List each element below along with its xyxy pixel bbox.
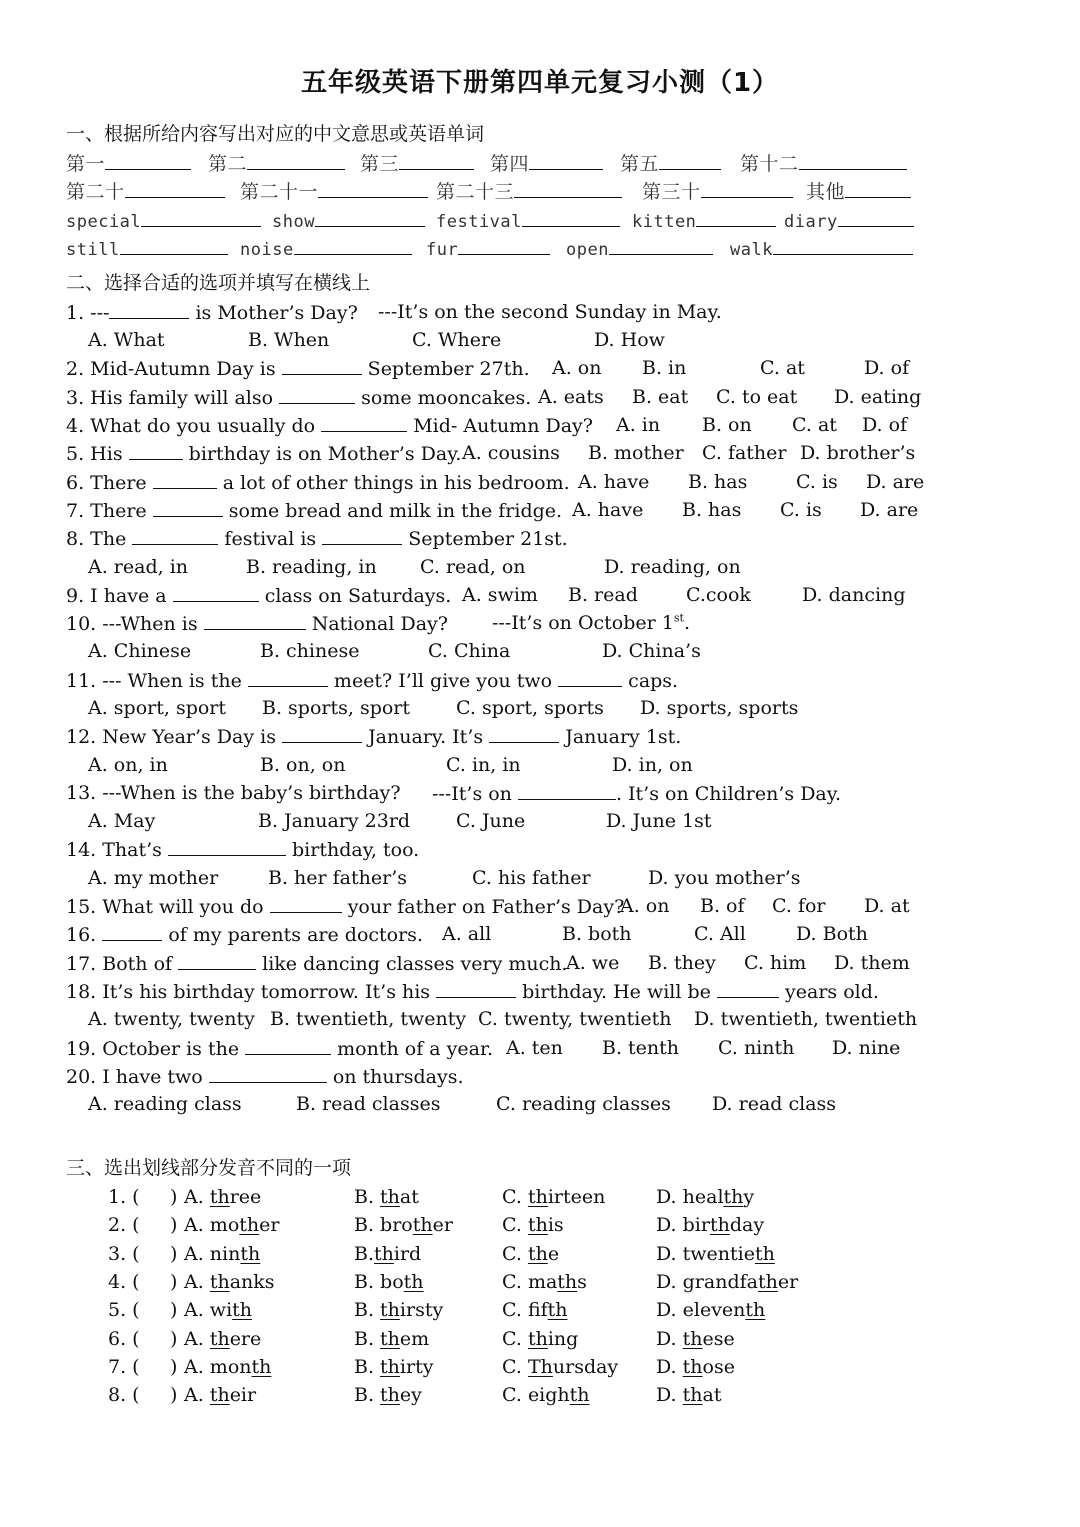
- option-d[interactable]: D. June 1st: [606, 810, 712, 832]
- option-d[interactable]: D. you mother’s: [648, 867, 801, 889]
- answer-blank[interactable]: [717, 977, 779, 998]
- option-a[interactable]: A. cousins: [462, 442, 560, 464]
- option-b[interactable]: B. read: [568, 584, 638, 606]
- option-b[interactable]: B. thirty: [354, 1356, 434, 1378]
- underlined-letters: th: [557, 1271, 578, 1293]
- vocab-word: 第三十: [642, 181, 701, 203]
- underlined-letters: Th: [527, 1356, 553, 1378]
- option-d[interactable]: D. are: [860, 499, 919, 521]
- option-b[interactable]: B. January 23rd: [258, 810, 411, 832]
- answer-blank[interactable]: [845, 177, 911, 198]
- option-a[interactable]: A. Chinese: [88, 640, 192, 662]
- vocab-word: 第十二: [740, 153, 799, 175]
- vocab-word: kitten: [632, 212, 697, 232]
- question-number: 8. (: [108, 1384, 140, 1406]
- answer-blank[interactable]: [102, 920, 162, 941]
- underlined-letters: th: [380, 1356, 400, 1378]
- option-d[interactable]: D. are: [866, 471, 925, 493]
- answer-bracket[interactable]: ): [170, 1186, 178, 1208]
- underlined-letters: th: [709, 1214, 730, 1236]
- answer-blank[interactable]: [838, 206, 914, 227]
- question-4: 4. What do you usually do Mid- Autumn Day? A. in B. on C. at D. of: [66, 411, 946, 439]
- option-b[interactable]: B. has: [682, 499, 742, 521]
- vocab-word: festival: [436, 212, 522, 232]
- phonics-question: [108, 1268, 988, 1296]
- option-a[interactable]: A. in: [616, 414, 661, 436]
- answer-blank[interactable]: [609, 234, 713, 255]
- phonics-question: [108, 1296, 988, 1324]
- question-18: 18. It’s his birthday tomorrow. It’s his birthday. He will be years old.: [66, 977, 946, 1005]
- option-b[interactable]: B. on, on: [260, 754, 346, 776]
- answer-blank[interactable]: [558, 666, 622, 687]
- underlined-letters: th: [380, 1384, 400, 1406]
- vocab-row-2: [66, 177, 946, 205]
- option-b[interactable]: B. they: [648, 952, 716, 974]
- section-2-heading: 二、选择合适的选项并填写在横线上: [66, 272, 371, 294]
- question-number: 5. (: [108, 1299, 140, 1321]
- option-d[interactable]: D. at: [864, 895, 910, 917]
- question-number: 3. (: [108, 1243, 140, 1265]
- option-a[interactable]: A. ten: [506, 1037, 563, 1059]
- option-d[interactable]: D. How: [594, 329, 665, 351]
- option-a[interactable]: A. swim: [462, 584, 538, 606]
- option-d[interactable]: D. read class: [712, 1093, 837, 1115]
- option-c[interactable]: C. at: [760, 357, 805, 379]
- option-d[interactable]: D. nine: [832, 1037, 901, 1059]
- option-b[interactable]: B. When: [248, 329, 330, 351]
- question-5: 5. His birthday is on Mother’s Day. A. cousins B. mother C. father D. brother’s: [66, 439, 946, 467]
- option-c[interactable]: C. in, in: [446, 754, 521, 776]
- answer-bracket[interactable]: ): [170, 1214, 178, 1236]
- option-a[interactable]: A. on: [620, 895, 670, 917]
- phonics-question: [108, 1353, 988, 1381]
- option-c[interactable]: C. fifth: [502, 1299, 568, 1321]
- answer-blank[interactable]: [518, 779, 616, 800]
- option-a[interactable]: A. thanks: [184, 1271, 275, 1293]
- option-d[interactable]: D. Both: [796, 923, 868, 945]
- underlined-letters: th: [380, 1328, 400, 1350]
- answer-blank[interactable]: [282, 722, 362, 743]
- vocab-word: 其他: [806, 181, 846, 203]
- question-11: 11. --- When is the meet? I’ll give you two caps.: [66, 666, 946, 694]
- option-c[interactable]: C. thirteen: [502, 1186, 606, 1208]
- answer-blank[interactable]: [141, 206, 261, 227]
- option-b[interactable]: B. read classes: [296, 1093, 441, 1115]
- answer-blank[interactable]: [399, 149, 474, 170]
- option-c[interactable]: C. Where: [412, 329, 502, 351]
- answer-blank[interactable]: [248, 666, 328, 687]
- option-d[interactable]: D. birthday: [656, 1214, 765, 1236]
- vocab-row-1: [66, 149, 946, 177]
- vocab-word: diary: [784, 212, 838, 232]
- option-c[interactable]: C. his father: [472, 867, 591, 889]
- page-title: 五年级英语下册第四单元复习小测（1）: [300, 68, 780, 98]
- option-c[interactable]: C. thing: [502, 1328, 579, 1350]
- option-c[interactable]: C. reading classes: [496, 1093, 671, 1115]
- question-number: 4. (: [108, 1271, 140, 1293]
- question-20-options: [88, 1090, 968, 1118]
- option-a[interactable]: A. ninth: [184, 1243, 261, 1265]
- option-b[interactable]: B. tenth: [602, 1037, 680, 1059]
- vocab-word: 第四: [490, 153, 530, 175]
- answer-blank[interactable]: [247, 149, 345, 170]
- answer-blank[interactable]: [129, 439, 183, 460]
- vocab-word: special: [66, 212, 142, 232]
- option-a[interactable]: A. have: [578, 471, 650, 493]
- option-c[interactable]: C.cook: [686, 584, 751, 606]
- option-b[interactable]: B. mother: [588, 442, 684, 464]
- option-a[interactable]: A. sport, sport: [88, 697, 227, 719]
- option-b[interactable]: B. her father’s: [268, 867, 407, 889]
- option-a[interactable]: A. there: [184, 1328, 262, 1350]
- answer-blank[interactable]: [773, 234, 913, 255]
- answer-blank[interactable]: [799, 149, 907, 170]
- underlined-letters: th: [757, 1271, 778, 1293]
- option-c[interactable]: C. is: [796, 471, 838, 493]
- answer-blank[interactable]: [318, 177, 428, 198]
- phonics-question: [108, 1211, 988, 1239]
- underlined-letters: th: [209, 1328, 230, 1350]
- answer-blank[interactable]: [109, 298, 189, 319]
- vocab-word: 第三: [360, 153, 400, 175]
- option-a[interactable]: A. reading class: [88, 1093, 242, 1115]
- answer-blank[interactable]: [696, 206, 776, 227]
- answer-bracket[interactable]: ): [170, 1299, 178, 1321]
- option-b[interactable]: B. thirsty: [354, 1299, 444, 1321]
- answer-blank[interactable]: [529, 149, 603, 170]
- option-a[interactable]: A. eats: [538, 386, 604, 408]
- question-number: 1. (: [108, 1186, 140, 1208]
- question-12: 12. New Year’s Day is January. It’s January 1st.: [66, 722, 946, 750]
- option-b[interactable]: B. sports, sport: [262, 697, 411, 719]
- answer-blank[interactable]: [153, 496, 223, 517]
- answer-blank[interactable]: [701, 177, 793, 198]
- underlined-letters: th: [527, 1186, 548, 1208]
- vocab-word: 第二十: [66, 181, 125, 203]
- option-b[interactable]: B. brother: [354, 1214, 453, 1236]
- option-a[interactable]: A. three: [184, 1186, 262, 1208]
- answer-blank[interactable]: [178, 949, 256, 970]
- answer-bracket[interactable]: ): [170, 1328, 178, 1350]
- underlined-letters: th: [239, 1214, 260, 1236]
- underlined-letters: th: [682, 1328, 703, 1350]
- section-1-heading: 一、根据所给内容写出对应的中文意思或英语单词: [66, 123, 485, 145]
- question-13-options: [88, 807, 968, 835]
- answer-blank[interactable]: [294, 234, 412, 255]
- option-c[interactable]: C. the: [502, 1243, 560, 1265]
- option-d[interactable]: D. in, on: [612, 754, 693, 776]
- option-b[interactable]: B. chinese: [260, 640, 360, 662]
- question-20: 20. I have two on thursdays.: [66, 1062, 946, 1090]
- answer-blank[interactable]: [125, 177, 225, 198]
- phonics-question: [108, 1325, 988, 1353]
- option-a[interactable]: A. we: [566, 952, 620, 974]
- underlined-letters: th: [569, 1384, 590, 1406]
- question-16: 16. of my parents are doctors. A. all B. both C. All D. Both: [66, 920, 946, 948]
- question-12-options: [88, 751, 968, 779]
- option-d[interactable]: D. eating: [834, 386, 922, 408]
- option-b[interactable]: B.third: [354, 1243, 422, 1265]
- option-b[interactable]: B. in: [642, 357, 687, 379]
- question-10: 10. ---When is National Day? ---It’s on October 1st.: [66, 609, 946, 637]
- underlined-letters: th: [682, 1384, 703, 1406]
- underlined-letters: th: [527, 1214, 548, 1236]
- question-9: 9. I have a class on Saturdays. A. swim B. read C.cook D. dancing: [66, 581, 946, 609]
- option-d[interactable]: D. these: [656, 1328, 735, 1350]
- option-c[interactable]: C. China: [428, 640, 511, 662]
- option-a[interactable]: A. my mother: [88, 867, 219, 889]
- question-15: 15. What will you do your father on Father’s Day? A. on B. of C. for D. at: [66, 892, 946, 920]
- option-c[interactable]: C. June: [456, 810, 526, 832]
- option-d[interactable]: D. of: [864, 357, 910, 379]
- vocab-word: 第二十一: [240, 181, 319, 203]
- option-b[interactable]: B. them: [354, 1328, 430, 1350]
- option-c[interactable]: C. this: [502, 1214, 564, 1236]
- answer-blank[interactable]: [279, 383, 355, 404]
- answer-bracket[interactable]: ): [170, 1356, 178, 1378]
- option-d[interactable]: D. those: [656, 1356, 735, 1378]
- option-a[interactable]: A. mother: [184, 1214, 280, 1236]
- option-c[interactable]: C. for: [772, 895, 826, 917]
- answer-blank[interactable]: [132, 524, 218, 545]
- section-3-heading: 三、选出划线部分发音不同的一项: [66, 1157, 352, 1179]
- question-3: 3. His family will also some mooncakes. A. eats B. eat C. to eat D. eating: [66, 383, 946, 411]
- option-a[interactable]: A. twenty, twenty: [88, 1008, 255, 1030]
- question-13: 13. ---When is the baby’s birthday? ---It’s on . It’s on Children’s Day.: [66, 779, 946, 807]
- option-a[interactable]: A. on: [552, 357, 602, 379]
- vocab-row-3: [66, 206, 946, 234]
- option-d[interactable]: D. brother’s: [800, 442, 916, 464]
- vocab-word: 第二: [208, 153, 248, 175]
- option-a[interactable]: A. with: [184, 1299, 253, 1321]
- question-1: 1. --- is Mother’s Day? ---It’s on the second Sunday in May.: [66, 298, 946, 326]
- phonics-question: [108, 1240, 988, 1268]
- answer-blank[interactable]: [245, 1034, 331, 1055]
- question-7: 7. There some bread and milk in the fridge. A. have B. has C. is D. are: [66, 496, 946, 524]
- option-a[interactable]: A. What: [88, 329, 165, 351]
- answer-blank[interactable]: [173, 581, 259, 602]
- answer-blank[interactable]: [209, 1062, 327, 1083]
- answer-blank[interactable]: [168, 835, 286, 856]
- vocab-word: walk: [730, 240, 773, 260]
- underlined-letters: th: [251, 1356, 272, 1378]
- answer-blank[interactable]: [153, 468, 217, 489]
- answer-blank[interactable]: [489, 722, 559, 743]
- option-b[interactable]: B. that: [354, 1186, 419, 1208]
- option-c[interactable]: C. is: [780, 499, 822, 521]
- option-d[interactable]: D. twentieth, twentieth: [694, 1008, 918, 1030]
- answer-bracket[interactable]: ): [170, 1243, 178, 1265]
- vocab-word: 第一: [66, 153, 106, 175]
- question-number: 2. (: [108, 1214, 140, 1236]
- option-a[interactable]: A. on, in: [88, 754, 168, 776]
- answer-blank[interactable]: [315, 206, 425, 227]
- question-8-options: [88, 553, 968, 581]
- option-b[interactable]: B. on: [702, 414, 752, 436]
- option-b[interactable]: B. of: [700, 895, 745, 917]
- answer-bracket[interactable]: ): [170, 1271, 178, 1293]
- underlined-letters: th: [374, 1243, 394, 1265]
- option-c[interactable]: C. twenty, twentieth: [478, 1008, 672, 1030]
- question-number: 6. (: [108, 1328, 140, 1350]
- question-8: 8. The festival is September 21st.: [66, 524, 946, 552]
- question-2: 2. Mid-Autumn Day is September 27th. A. on B. in C. at D. of: [66, 354, 946, 382]
- underlined-letters: th: [209, 1271, 230, 1293]
- answer-blank[interactable]: [436, 977, 516, 998]
- answer-bracket[interactable]: ): [170, 1384, 178, 1406]
- option-a[interactable]: A. read, in: [88, 556, 189, 578]
- underlined-letters: th: [209, 1186, 230, 1208]
- vocab-word: still: [66, 240, 120, 260]
- vocab-word: show: [272, 212, 315, 232]
- option-d[interactable]: D. reading, on: [604, 556, 741, 578]
- option-a[interactable]: A. have: [572, 499, 644, 521]
- underlined-letters: th: [527, 1328, 548, 1350]
- option-c[interactable]: C. sport, sports: [456, 697, 604, 719]
- vocab-row-4: [66, 234, 946, 262]
- answer-blank[interactable]: [659, 149, 721, 170]
- question-11-options: [88, 694, 968, 722]
- option-b[interactable]: B. they: [354, 1384, 422, 1406]
- option-a[interactable]: A. their: [184, 1384, 257, 1406]
- answer-blank[interactable]: [120, 234, 228, 255]
- vocab-word: open: [566, 240, 609, 260]
- option-d[interactable]: D. grandfather: [656, 1271, 799, 1293]
- question-1-options: [88, 326, 968, 354]
- answer-blank[interactable]: [514, 177, 622, 198]
- question-6: 6. There a lot of other things in his bedroom. A. have B. has C. is D. are: [66, 468, 946, 496]
- question-19: 19. October is the month of a year. A. ten B. tenth C. ninth D. nine: [66, 1034, 946, 1062]
- option-b[interactable]: B. twentieth, twenty: [270, 1008, 467, 1030]
- option-d[interactable]: D. China’s: [602, 640, 701, 662]
- option-c[interactable]: C. eighth: [502, 1384, 590, 1406]
- question-18-options: [88, 1005, 968, 1033]
- underlined-letters: th: [754, 1243, 775, 1265]
- option-d[interactable]: D. of: [862, 414, 908, 436]
- answer-blank[interactable]: [322, 524, 402, 545]
- answer-blank[interactable]: [270, 892, 342, 913]
- phonics-question: [108, 1381, 988, 1409]
- option-c[interactable]: C. All: [694, 923, 746, 945]
- option-d[interactable]: D. dancing: [802, 584, 906, 606]
- underlined-letters: th: [547, 1299, 568, 1321]
- vocab-word: 第五: [620, 153, 660, 175]
- option-c[interactable]: C. Thursday: [502, 1356, 619, 1378]
- vocab-word: 第二十三: [436, 181, 515, 203]
- vocab-word: fur: [426, 240, 459, 260]
- underlined-letters: th: [723, 1186, 744, 1208]
- underlined-letters: th: [380, 1299, 400, 1321]
- question-number: 7. (: [108, 1356, 140, 1378]
- option-c[interactable]: C. maths: [502, 1271, 587, 1293]
- vocab-word: noise: [240, 240, 294, 260]
- option-a[interactable]: A. month: [184, 1356, 272, 1378]
- underlined-letters: th: [682, 1356, 703, 1378]
- answer-blank[interactable]: [105, 149, 191, 170]
- option-a[interactable]: A. May: [88, 810, 156, 832]
- underlined-letters: th: [232, 1299, 253, 1321]
- answer-blank[interactable]: [321, 411, 407, 432]
- underlined-letters: th: [240, 1243, 261, 1265]
- option-c[interactable]: C. him: [744, 952, 807, 974]
- option-d[interactable]: D. sports, sports: [640, 697, 799, 719]
- phonics-question: [108, 1183, 988, 1211]
- question-14: 14. That’s birthday, too.: [66, 835, 946, 863]
- option-a[interactable]: A. all: [442, 923, 492, 945]
- option-c[interactable]: C. read, on: [420, 556, 526, 578]
- answer-blank[interactable]: [522, 206, 620, 227]
- question-10-options: [88, 637, 968, 665]
- option-d[interactable]: D. eleventh: [656, 1299, 766, 1321]
- option-d[interactable]: D. them: [834, 952, 910, 974]
- underlined-letters: th: [527, 1243, 548, 1265]
- option-b[interactable]: B. both: [562, 923, 632, 945]
- option-b[interactable]: B. both: [354, 1271, 424, 1293]
- underlined-letters: th: [403, 1271, 424, 1293]
- option-c[interactable]: C. to eat: [716, 386, 798, 408]
- answer-blank[interactable]: [458, 234, 550, 255]
- question-17: 17. Both of like dancing classes very much. A. we B. they C. him D. them: [66, 949, 946, 977]
- option-d[interactable]: D. that: [656, 1384, 722, 1406]
- answer-blank[interactable]: [204, 609, 306, 630]
- underlined-letters: th: [745, 1299, 766, 1321]
- option-b[interactable]: B. eat: [632, 386, 689, 408]
- option-b[interactable]: B. reading, in: [246, 556, 377, 578]
- underlined-letters: th: [380, 1186, 400, 1208]
- underlined-letters: th: [412, 1214, 433, 1236]
- option-c[interactable]: C. father: [702, 442, 787, 464]
- underlined-letters: th: [209, 1384, 230, 1406]
- question-14-options: [88, 864, 968, 892]
- option-d[interactable]: D. healthy: [656, 1186, 755, 1208]
- answer-blank[interactable]: [282, 354, 362, 375]
- option-c[interactable]: C. ninth: [718, 1037, 795, 1059]
- option-b[interactable]: B. has: [688, 471, 748, 493]
- option-d[interactable]: D. twentieth: [656, 1243, 775, 1265]
- option-c[interactable]: C. at: [792, 414, 837, 436]
